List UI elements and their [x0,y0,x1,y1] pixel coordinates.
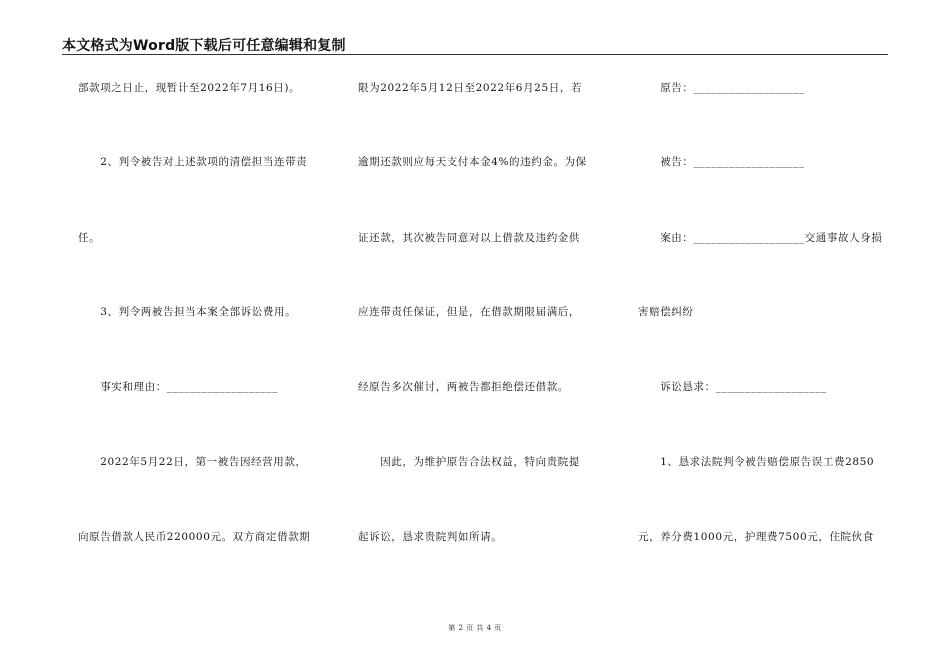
text-line: 经原告多次催讨，两被告都拒绝偿还借款。 [358,381,569,393]
text-line: 诉讼恳求：___________________ [638,381,827,393]
text-line: 限为2022年5月12日至2022年6月25日，若 [358,82,583,94]
text-line: 原告：___________________ [638,82,805,94]
text-line: 逾期还款则应每天支付本金4%的违约金。为保 [358,156,587,168]
text-line: 被告：___________________ [638,156,805,168]
text-line: 任。 [78,232,101,244]
text-line: 证还款，其次被告同意对以上借款及违约金供 [358,232,580,244]
text-line: 案由：___________________交通事故人身损 [638,232,883,244]
text-line: 2022年5月22日，第一被告因经营用款， [78,456,307,468]
page-number-footer: 第 2 页 共 4 页 [448,624,502,632]
text-line: 3、判令两被告担当本案全部诉讼费用。 [78,306,297,318]
text-line: 害赔偿纠纷 [638,306,694,318]
header-divider [62,54,888,55]
page-header-title: 本文格式为Word版下载后可任意编辑和复制 [62,38,346,54]
text-line: 1、恳求法院判令被告赔偿原告误工费2850 [638,456,875,468]
text-line: 事实和理由：___________________ [78,381,278,393]
text-line: 起诉讼，恳求贵院判如所请。 [358,531,503,543]
text-line: 部款项之日止，现暂计至2022年7月16日)。 [78,82,301,94]
text-line: 应连带责任保证，但是，在借款期限届满后， [358,306,580,318]
text-line: 2、判令被告对上述款项的清偿担当连带责 [78,156,308,168]
text-line: 元，养分费1000元，护理费7500元，住院伙食 [638,531,874,543]
text-line: 因此，为维护原告合法权益，特向贵院提 [358,456,580,468]
text-line: 向原告借款人民币220000元。双方商定借款期 [78,531,311,543]
